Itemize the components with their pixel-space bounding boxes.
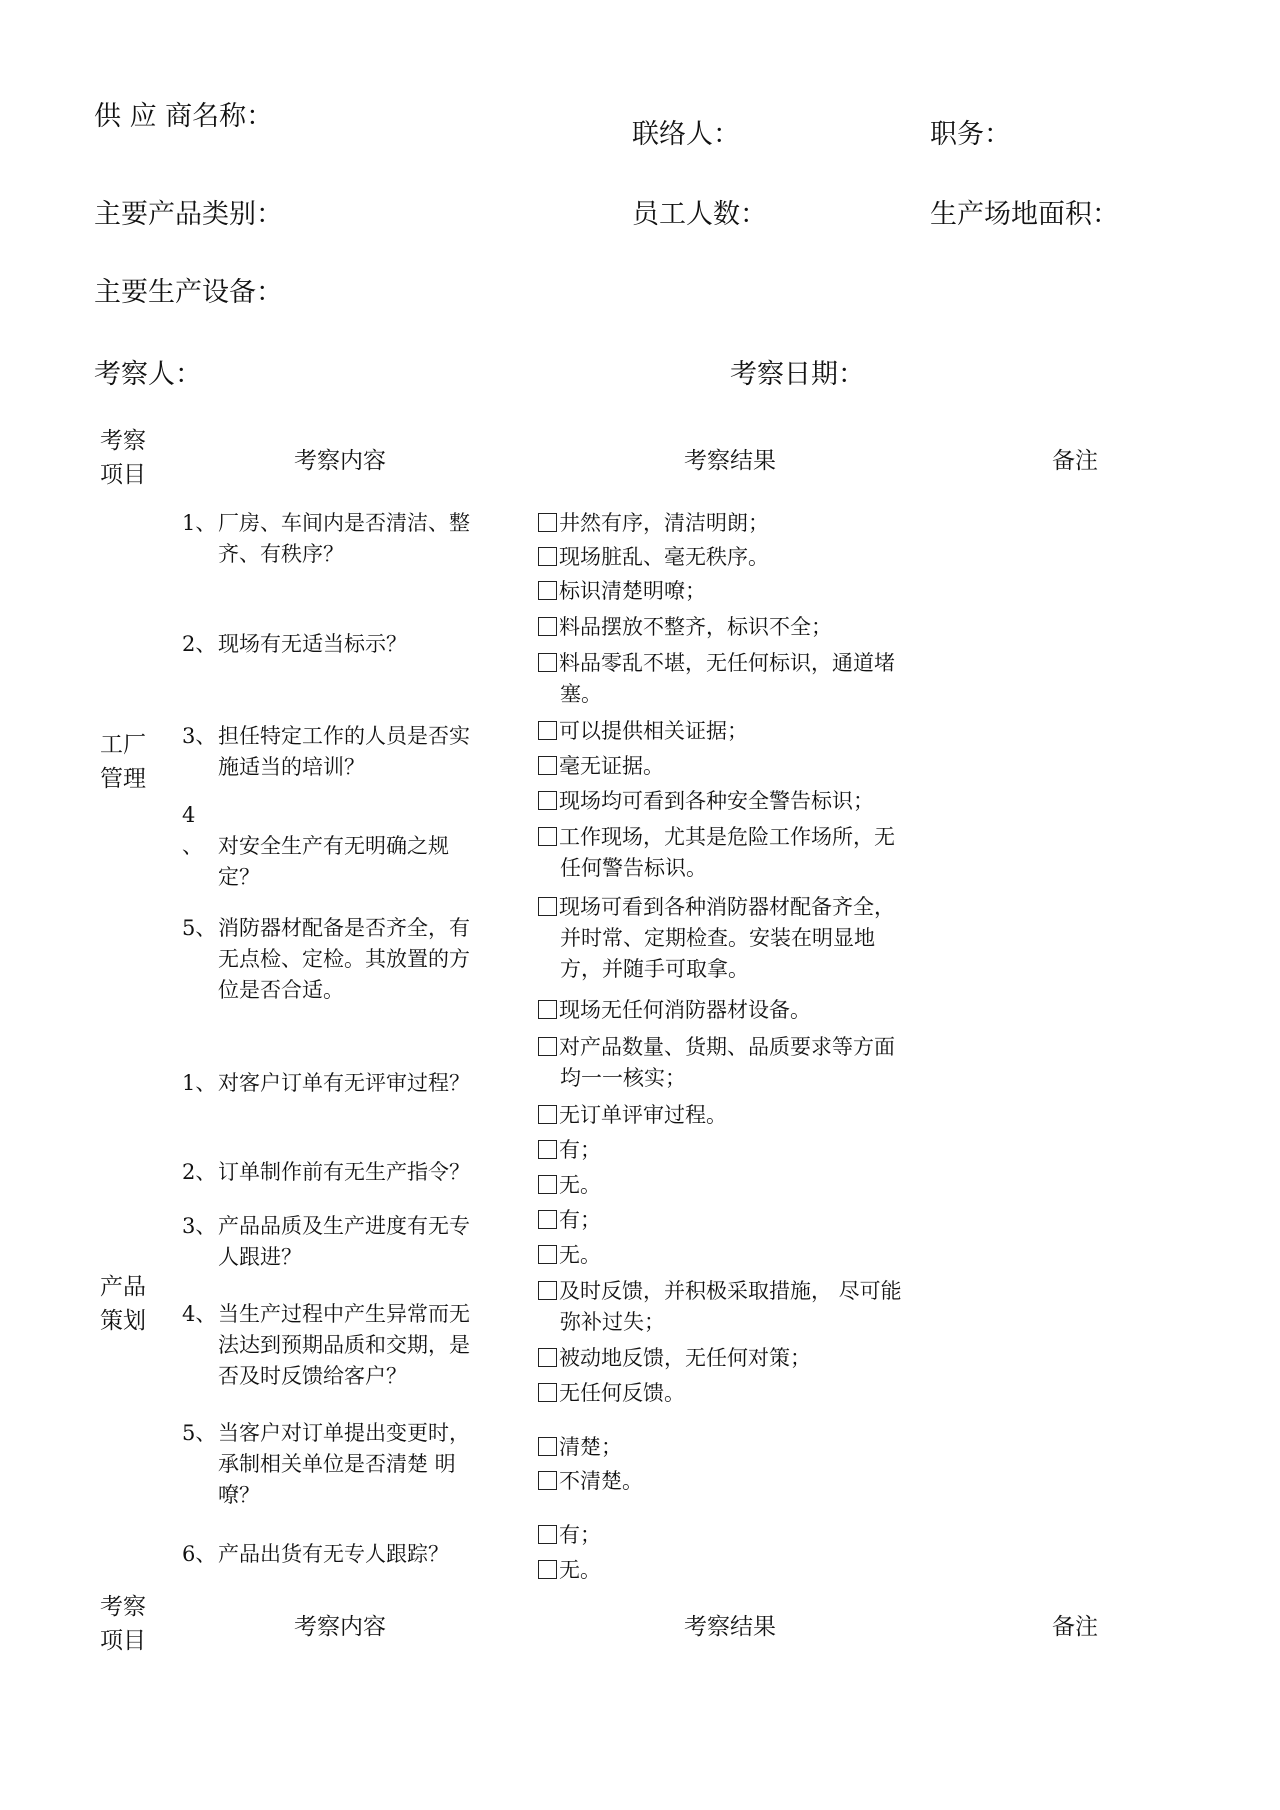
position-label: 职务： — [930, 119, 1011, 150]
checkbox[interactable] — [538, 513, 557, 532]
checkbox[interactable] — [538, 1348, 557, 1367]
floor-area-label: 生产场地面积： — [930, 199, 1119, 230]
contact-label: 联络人： — [632, 119, 740, 150]
checkbox[interactable] — [538, 617, 557, 636]
result-option[interactable]: 现场可看到各种消防器材配备齐全， 并时常、定期检查。安装在明显地 方，并随手可取拿。 — [538, 892, 958, 985]
result-option[interactable]: 被动地反馈，无任何对策； — [538, 1343, 958, 1374]
result-option[interactable]: 及时反馈，并积极采取措施， 尽可能 弥补过失； — [538, 1276, 958, 1338]
table-header-remark: 备注 — [1052, 448, 1098, 474]
checkbox[interactable] — [538, 1105, 557, 1124]
checkbox[interactable] — [538, 581, 557, 600]
question-item: 1、厂房、车间内是否清洁、整 齐、有秩序？ — [182, 511, 470, 566]
inspector-label: 考察人： — [94, 359, 202, 390]
table-header-content: 考察内容 — [294, 448, 386, 474]
result-option[interactable]: 料品摆放不整齐，标识不全； — [538, 612, 958, 643]
result-option[interactable]: 料品零乱不堪，无任何标识，通道堵 塞。 — [538, 648, 958, 710]
question-item: 4、当生产过程中产生异常而无 法达到预期品质和交期，是 否及时反馈给客户？ — [182, 1302, 470, 1388]
table-header-result: 考察结果 — [684, 448, 776, 474]
employee-count-label: 员工人数： — [632, 199, 767, 230]
checkbox[interactable] — [538, 1383, 557, 1402]
result-option[interactable]: 现场脏乱、毫无秩序。 — [538, 542, 958, 573]
checkbox[interactable] — [538, 1000, 557, 1019]
result-option[interactable]: 现场均可看到各种安全警告标识； — [538, 786, 958, 817]
result-option[interactable]: 无。 — [538, 1555, 958, 1586]
table-header-result: 考察结果 — [684, 1614, 776, 1640]
checkbox[interactable] — [538, 1471, 557, 1490]
result-option[interactable]: 有； — [538, 1205, 958, 1236]
product-category-label: 主要产品类别： — [94, 199, 283, 230]
question-item: 4 、 对安全生产有无明确之规 定？ — [182, 803, 449, 889]
category-factory-management: 工厂 管理 — [100, 732, 146, 792]
checkbox[interactable] — [538, 1281, 557, 1300]
result-option[interactable]: 清楚； — [538, 1432, 958, 1463]
checkbox[interactable] — [538, 791, 557, 810]
inspection-date-label: 考察日期： — [730, 359, 865, 390]
question-item: 2、现场有无适当标示？ — [182, 632, 407, 656]
question-item: 3、担任特定工作的人员是否实 施适当的培训？ — [182, 724, 470, 779]
checkbox[interactable] — [538, 1525, 557, 1544]
checkbox[interactable] — [538, 756, 557, 775]
result-option[interactable]: 可以提供相关证据； — [538, 716, 958, 747]
result-option[interactable]: 有； — [538, 1135, 958, 1166]
question-item: 1、对客户订单有无评审过程？ — [182, 1071, 470, 1095]
result-option[interactable]: 不清楚。 — [538, 1466, 958, 1497]
question-item: 2、订单制作前有无生产指令？ — [182, 1160, 470, 1184]
checkbox[interactable] — [538, 1245, 557, 1264]
checkbox[interactable] — [538, 547, 557, 566]
checkbox[interactable] — [538, 1140, 557, 1159]
result-option[interactable]: 工作现场，尤其是危险工作场所，无 任何警告标识。 — [538, 822, 958, 884]
checkbox[interactable] — [538, 1560, 557, 1579]
result-option[interactable]: 无订单评审过程。 — [538, 1100, 958, 1131]
checkbox[interactable] — [538, 721, 557, 740]
result-option[interactable]: 无。 — [538, 1240, 958, 1271]
result-option[interactable]: 无。 — [538, 1170, 958, 1201]
table-header-remark: 备注 — [1052, 1614, 1098, 1640]
result-option[interactable]: 无任何反馈。 — [538, 1378, 958, 1409]
result-option[interactable]: 对产品数量、货期、品质要求等方面 均一一核实； — [538, 1032, 958, 1094]
checkbox[interactable] — [538, 1437, 557, 1456]
supplier-name-label: 供 应 商名称： — [94, 101, 274, 132]
checkbox[interactable] — [538, 653, 557, 672]
table-header-content: 考察内容 — [294, 1614, 386, 1640]
checkbox[interactable] — [538, 1037, 557, 1056]
question-item: 3、产品品质及生产进度有无专 人跟进？ — [182, 1214, 470, 1269]
table-header-item: 考察 项目 — [100, 428, 146, 488]
checkbox[interactable] — [538, 1175, 557, 1194]
category-product-planning: 产品 策划 — [100, 1274, 146, 1334]
equipment-label: 主要生产设备： — [94, 277, 283, 308]
checkbox[interactable] — [538, 897, 557, 916]
question-item: 6、产品出货有无专人跟踪？ — [182, 1542, 449, 1566]
result-option[interactable]: 标识清楚明嘹； — [538, 576, 958, 607]
result-option[interactable]: 毫无证据。 — [538, 751, 958, 782]
question-item: 5、消防器材配备是否齐全，有 无点检、定检。其放置的方 位是否合适。 — [182, 916, 470, 1002]
checkbox[interactable] — [538, 1210, 557, 1229]
result-option[interactable]: 现场无任何消防器材设备。 — [538, 995, 958, 1026]
table-header-item: 考察 项目 — [100, 1594, 146, 1654]
question-item: 5、当客户对订单提出变更时， 承制相关单位是否清楚 明 嘹？ — [182, 1421, 470, 1507]
checkbox[interactable] — [538, 827, 557, 846]
result-option[interactable]: 井然有序，清洁明朗； — [538, 508, 958, 539]
result-option[interactable]: 有； — [538, 1520, 958, 1551]
